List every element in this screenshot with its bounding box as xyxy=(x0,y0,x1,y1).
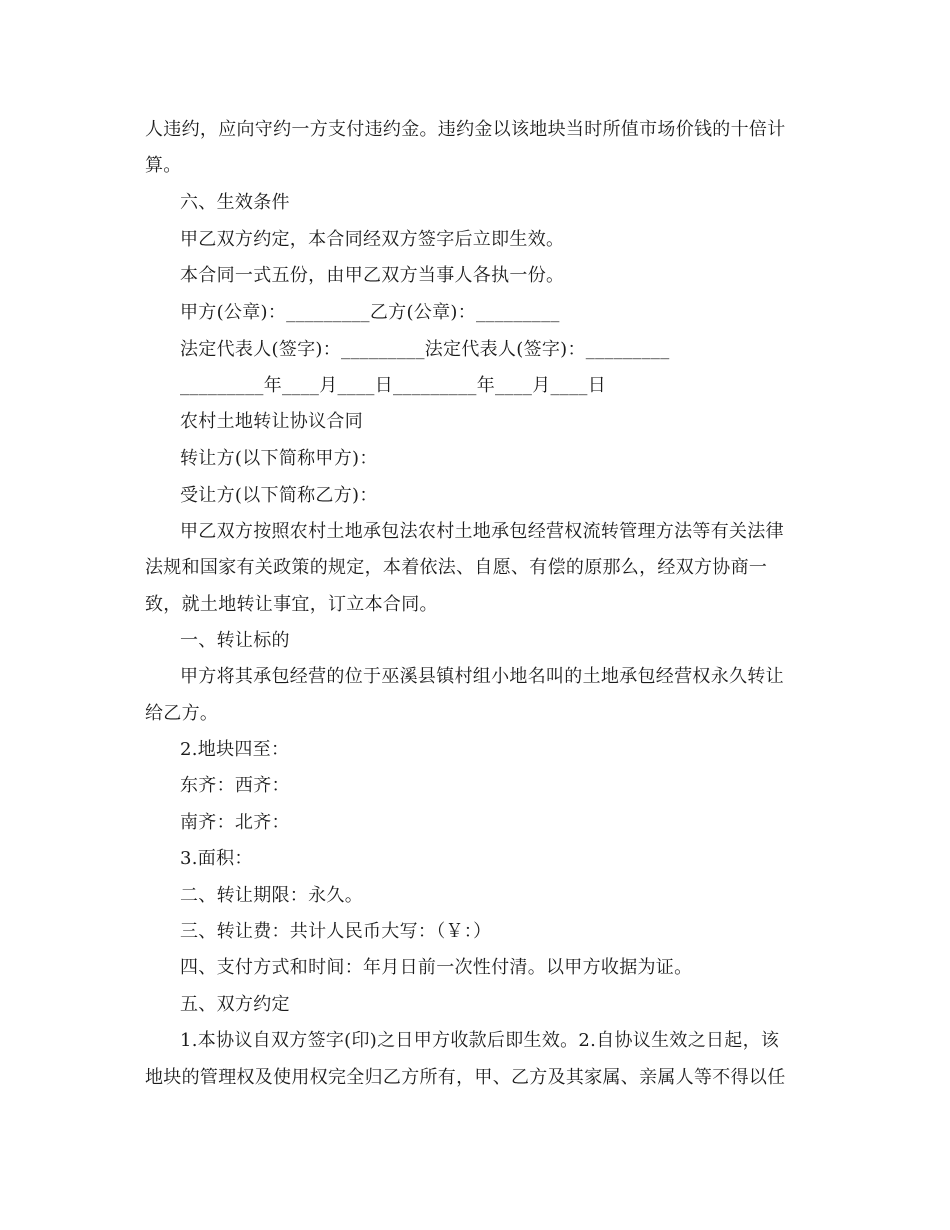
text-line: 地块的管理权及使用权完全归乙方所有，甲、乙方及其家属、亲属人等不得以任 xyxy=(145,1067,786,1088)
section-heading: 二、转让期限：永久。 xyxy=(180,885,363,906)
text-line: 致，就土地转让事宜，订立本合同。 xyxy=(145,594,438,615)
text-line: 2.地块四至： xyxy=(180,739,290,760)
text-line: 1.本协议自双方签字(印)之日甲方收款后即生效。2.自协议生效之日起，该 xyxy=(180,1030,780,1051)
date-line: _________年____月____日_________年____月____日 xyxy=(180,375,606,396)
text-line: 甲方将其承包经营的位于巫溪县镇村组小地名叫的土地承包经营权永久转让 xyxy=(180,666,784,687)
section-heading: 一、转让标的 xyxy=(180,630,290,651)
text-line: 甲乙双方约定，本合同经双方签字后立即生效。 xyxy=(180,229,565,250)
signature-line: 甲方(公章)：_________乙方(公章)：_________ xyxy=(180,302,560,323)
text-line: 3.面积： xyxy=(180,848,253,869)
text-line: 甲乙双方按照农村土地承包法农村土地承包经营权流转管理方法等有关法律 xyxy=(180,521,784,542)
section-heading: 六、生效条件 xyxy=(180,192,290,213)
signature-line: 法定代表人(签字)：_________法定代表人(签字)：_________ xyxy=(180,339,670,360)
document-title: 农村土地转让协议合同 xyxy=(180,411,363,432)
section-heading: 五、双方约定 xyxy=(180,994,290,1015)
text-line: 南齐：北齐： xyxy=(180,812,290,833)
party-line: 转让方(以下简称甲方)： xyxy=(180,448,378,469)
text-line: 本合同一式五份，由甲乙双方当事人各执一份。 xyxy=(180,265,565,286)
text-line: 算。 xyxy=(145,155,182,176)
party-line: 受让方(以下简称乙方)： xyxy=(180,485,378,506)
text-line: 人违约，应向守约一方支付违约金。违约金以该地块当时所值市场价钱的十倍计 xyxy=(145,119,786,140)
text-line: 法规和国家有关政策的规定，本着依法、自愿、有偿的原那么，经双方协商一 xyxy=(145,557,768,578)
text-line: 东齐：西齐： xyxy=(180,775,290,796)
section-heading: 四、支付方式和时间：年月日前一次性付清。以甲方收据为证。 xyxy=(180,957,693,978)
text-line: 给乙方。 xyxy=(145,703,219,724)
section-heading: 三、转让费：共计人民币大写：（￥：） xyxy=(180,921,492,942)
